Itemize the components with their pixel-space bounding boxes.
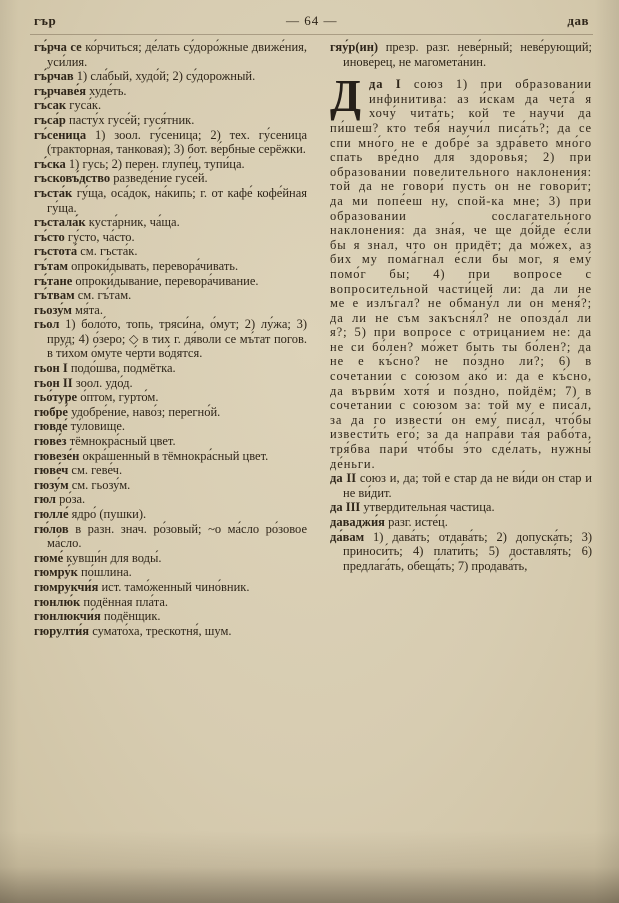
headword: да II: [330, 471, 357, 486]
entry-definition: 1) сла́бый, худо́й; 2) су́дорожный.: [76, 69, 256, 84]
entry-definition: разведе́ние гусе́й.: [113, 171, 208, 186]
entry-definition: см. гъста́к.: [80, 244, 138, 259]
entry-definition: ист. тамо́женный чино́вник.: [101, 579, 250, 594]
dictionary-entry: [34, 40, 307, 69]
headword: гяу́р(ин): [330, 40, 379, 54]
entry-definition: по́шлина.: [80, 565, 132, 580]
entry-definition: сумато́ха, трескотня́, шум.: [92, 623, 232, 638]
dictionary-entry: [34, 113, 307, 128]
headword: гъ́сак: [34, 98, 67, 113]
headword: гъса́р: [34, 112, 66, 127]
headword: гюмрукчи́я: [34, 579, 99, 594]
entry-definition: ядро́ (пушки).: [71, 507, 147, 521]
dictionary-entry: [34, 317, 307, 361]
headword: гюрулти́я: [34, 623, 90, 638]
dictionary-entry: [34, 259, 307, 274]
dictionary-entry: [34, 157, 307, 172]
dictionary-entry: [34, 580, 307, 595]
entry-definition: утвердительная частица.: [363, 500, 495, 515]
headword: гъсковъ́дство: [34, 171, 111, 186]
dictionary-entry: [34, 303, 307, 318]
dictionary-entry: [34, 419, 307, 434]
entry-definition: ро́за.: [59, 492, 86, 507]
headword: гю́лов: [34, 521, 69, 536]
entry-definition: худе́ть.: [89, 83, 127, 98]
dictionary-entry: [34, 230, 307, 245]
dictionary-entry: [34, 84, 307, 99]
headword: даваджи́я: [330, 515, 385, 529]
dictionary-entry: [34, 624, 307, 639]
headword: гьон I: [34, 361, 68, 376]
entry-definition: мя́та.: [75, 302, 103, 317]
headword: гюлле́: [34, 507, 69, 521]
headword: гъ́сеница: [34, 127, 87, 142]
headword: гюме́: [34, 550, 64, 565]
entry-definition: гуса́к.: [69, 98, 102, 113]
dictionary-entry: [34, 522, 307, 551]
headword: да III: [330, 500, 361, 515]
dictionary-entry: [34, 128, 307, 157]
headword: гюмру́к: [34, 565, 78, 580]
section-letter-dropcap: Д: [330, 71, 361, 122]
entry-definition: опроки́дывать, перевора́чивать.: [71, 258, 239, 273]
entry-definition: тёмнокра́сный цвет.: [69, 434, 176, 449]
dictionary-entry: [330, 71, 592, 471]
entry-definition: о́птом, гурто́м.: [80, 390, 159, 405]
dictionary-entry: [34, 171, 307, 186]
headword: гьон II: [34, 375, 73, 390]
dictionary-entry: [34, 288, 307, 303]
entry-definition: ту́ловище.: [70, 419, 126, 434]
dictionary-entry: [34, 449, 307, 464]
dictionary-entry: [330, 471, 592, 500]
headword: гъста́к: [34, 185, 73, 200]
entry-definition: союз и, да; той е стар да не ви́ди он стар и не ви́дит.: [343, 471, 592, 500]
headword: гърчаве́я: [34, 83, 86, 98]
headword: гъ́рча се: [34, 40, 82, 54]
entry-definition: в разн. знач. ро́зовый; ~о ма́сло ро́зовое ма́сло.: [47, 521, 308, 551]
headword: гъ́ска: [34, 156, 66, 171]
entry-definition: ко́рчиться; де́лать су́доро́жные движе́ния, уси́лия.: [47, 40, 308, 69]
headword: гъстала́к: [34, 215, 86, 230]
headword: гъстота́: [34, 244, 78, 259]
entry-definition: гу́сто, ча́сто.: [67, 229, 135, 244]
dictionary-entry: [34, 463, 307, 478]
dictionary-entry: [34, 69, 307, 84]
text-columns: [0, 34, 619, 638]
headword: гьозу́м: [34, 302, 72, 317]
entry-definition: пасту́х гусе́й; гуся́тник.: [69, 112, 195, 127]
dictionary-entry: [34, 186, 307, 215]
dictionary-entry: [34, 551, 307, 566]
entry-definition: зоол. удо́д.: [75, 375, 133, 390]
headword: гюнлюкчи́я: [34, 609, 101, 624]
guide-word-left: гър: [34, 13, 57, 28]
entry-definition: разг. исте́ц.: [388, 515, 448, 529]
dictionary-entry: [330, 530, 592, 574]
headword: гювезе́н: [34, 448, 80, 463]
entry-definition: окра́шенный в тёмнокра́сный цвет.: [82, 448, 269, 463]
dictionary-entry: [34, 478, 307, 493]
page-number: — 64 —: [286, 13, 338, 28]
dictionary-entry: [34, 98, 307, 113]
entry-definition: союз 1) при образовании инфинитива: аз и́скам да чета́ я хочу́ чита́ть; кой те научи́ да пи́шеш? кто тебя́ научи́л писа́ть?; да се спи мно́го не е добре́ за здра́вето мно́го спать вре́дно для здоро́вья; 2) при образовании повелительного наклонения: той да не говори́ пусть он не говори́т; да ми попе́еш ну, спой-ка мне; 3) при образовании сослагательного наклонения: да зна́я, че ще до́йде е́сли бы я знал, что он придёт; да мо́жех, аз бих му пома́гнал е́сли бы мог, я ему́ помо́г бы; 4) при вопросе с вопросительной части́цей ли: да ли не ме е излъ́гал? не обману́л ли он меня́?; да ли не съм закъсня́л? не опозда́л ли я?; 5) при вопросе с отрицанием не: да не си бо́лен? мо́жет быть ты бо́лен?; да не е къ́сно? не по́здно ли?; 6) в сочетании с союзом ако́ и: да е къ́сно, да върви́м хотя́ и по́здно, пойдём; 7) в сочетании с союзом за: той му е писа́л, за да го извести́ он ему́ писа́л, что́бы извести́ть его́; за да напра́ви та́я рабо́та, тря́бва пари́ что́бы э́то сде́лать, нужны́ де́ньги.: [330, 77, 592, 471]
dictionary-entry: [330, 515, 592, 530]
headword: да́вам: [330, 529, 365, 544]
dictionary-entry: [34, 376, 307, 391]
dictionary-entry: [34, 507, 307, 522]
headword: гюнлю́к: [34, 594, 81, 609]
headword: гюл: [34, 492, 56, 507]
dictionary-entry: [34, 361, 307, 376]
entry-definition: подёнщик.: [103, 609, 161, 624]
headword: гъ́рчав: [34, 69, 74, 84]
entry-definition: куста́рник, ча́ща.: [88, 215, 180, 230]
headword: гюве́ч: [34, 463, 69, 478]
entry-definition: удобре́ние, наво́з; перегно́й.: [71, 404, 221, 419]
dictionary-entry: [34, 405, 307, 420]
headword: гьо́туре: [34, 390, 78, 405]
entry-definition: подённая пла́та.: [83, 594, 169, 609]
headword: гюзу́м: [34, 477, 69, 492]
entry-definition: см. гьозу́м.: [71, 477, 131, 492]
entry-definition: см. гъ́там.: [77, 288, 132, 303]
entry-definition: 1) боло́то, топь, тряси́на, о́мут; 2) лу́жа; 3) пруд; 4) о́зеро; ◇ в тих г. дя́воли се мъ́тат погов. в ти́хом о́муте че́рти во́дятся.: [47, 317, 308, 361]
headword: да I: [368, 77, 402, 92]
entry-definition: кувши́н для воды́.: [66, 550, 162, 565]
entry-definition: презр. разг. неве́рный; неве́рующий; инове́рец, не магомета́нин.: [343, 40, 593, 69]
entry-definition: 1) дава́ть; отдава́ть; 2) допуска́ть; 3) приноси́ть; 4) плати́ть; 5) доставля́ть; 6) предлага́ть, обеща́ть; 7) продава́ть,: [343, 529, 592, 573]
dictionary-entry: [34, 434, 307, 449]
entry-definition: подо́шва, подмётка.: [70, 361, 176, 376]
dictionary-entry: [34, 215, 307, 230]
dictionary-entry: [330, 40, 592, 69]
entry-definition: 1) зоол. гу́сеница; 2) тех. гу́сеница (тракторная, танковая); 3) бот. ве́рбные серёжки.: [47, 127, 307, 157]
headword: гъ́твам: [34, 288, 75, 303]
headword: гюве́з: [34, 434, 67, 449]
dictionary-entry: [34, 609, 307, 624]
running-head: [0, 0, 619, 32]
entry-definition: 1) гусь; 2) перен. глупе́ц, тупи́ца.: [68, 156, 245, 171]
headword: гъ́тане: [34, 273, 73, 288]
headword: гъ́там: [34, 258, 69, 273]
right-column: [330, 40, 592, 638]
headword: гювде́: [34, 419, 68, 434]
dictionary-entry: [34, 390, 307, 405]
guide-word-right: дав: [567, 13, 589, 28]
headword: гюбре́: [34, 404, 68, 419]
headword: гьол: [34, 317, 60, 332]
headword: гъ́сто: [34, 229, 65, 244]
dictionary-entry: [34, 595, 307, 610]
header-rule: [30, 34, 593, 35]
entry-definition: опроки́дывание, перевора́чивание.: [75, 273, 259, 288]
dictionary-entry: [34, 492, 307, 507]
dictionary-entry: [330, 500, 592, 515]
dictionary-entry: [34, 565, 307, 580]
entry-definition: см. геве́ч.: [71, 463, 123, 478]
dictionary-entry: [34, 244, 307, 259]
left-column: [34, 40, 307, 638]
entry-definition: гу́ща, оса́док, на́кипь; г. от кафе́ кофе́йная гу́ща.: [47, 185, 308, 215]
dictionary-entry: [34, 274, 307, 289]
